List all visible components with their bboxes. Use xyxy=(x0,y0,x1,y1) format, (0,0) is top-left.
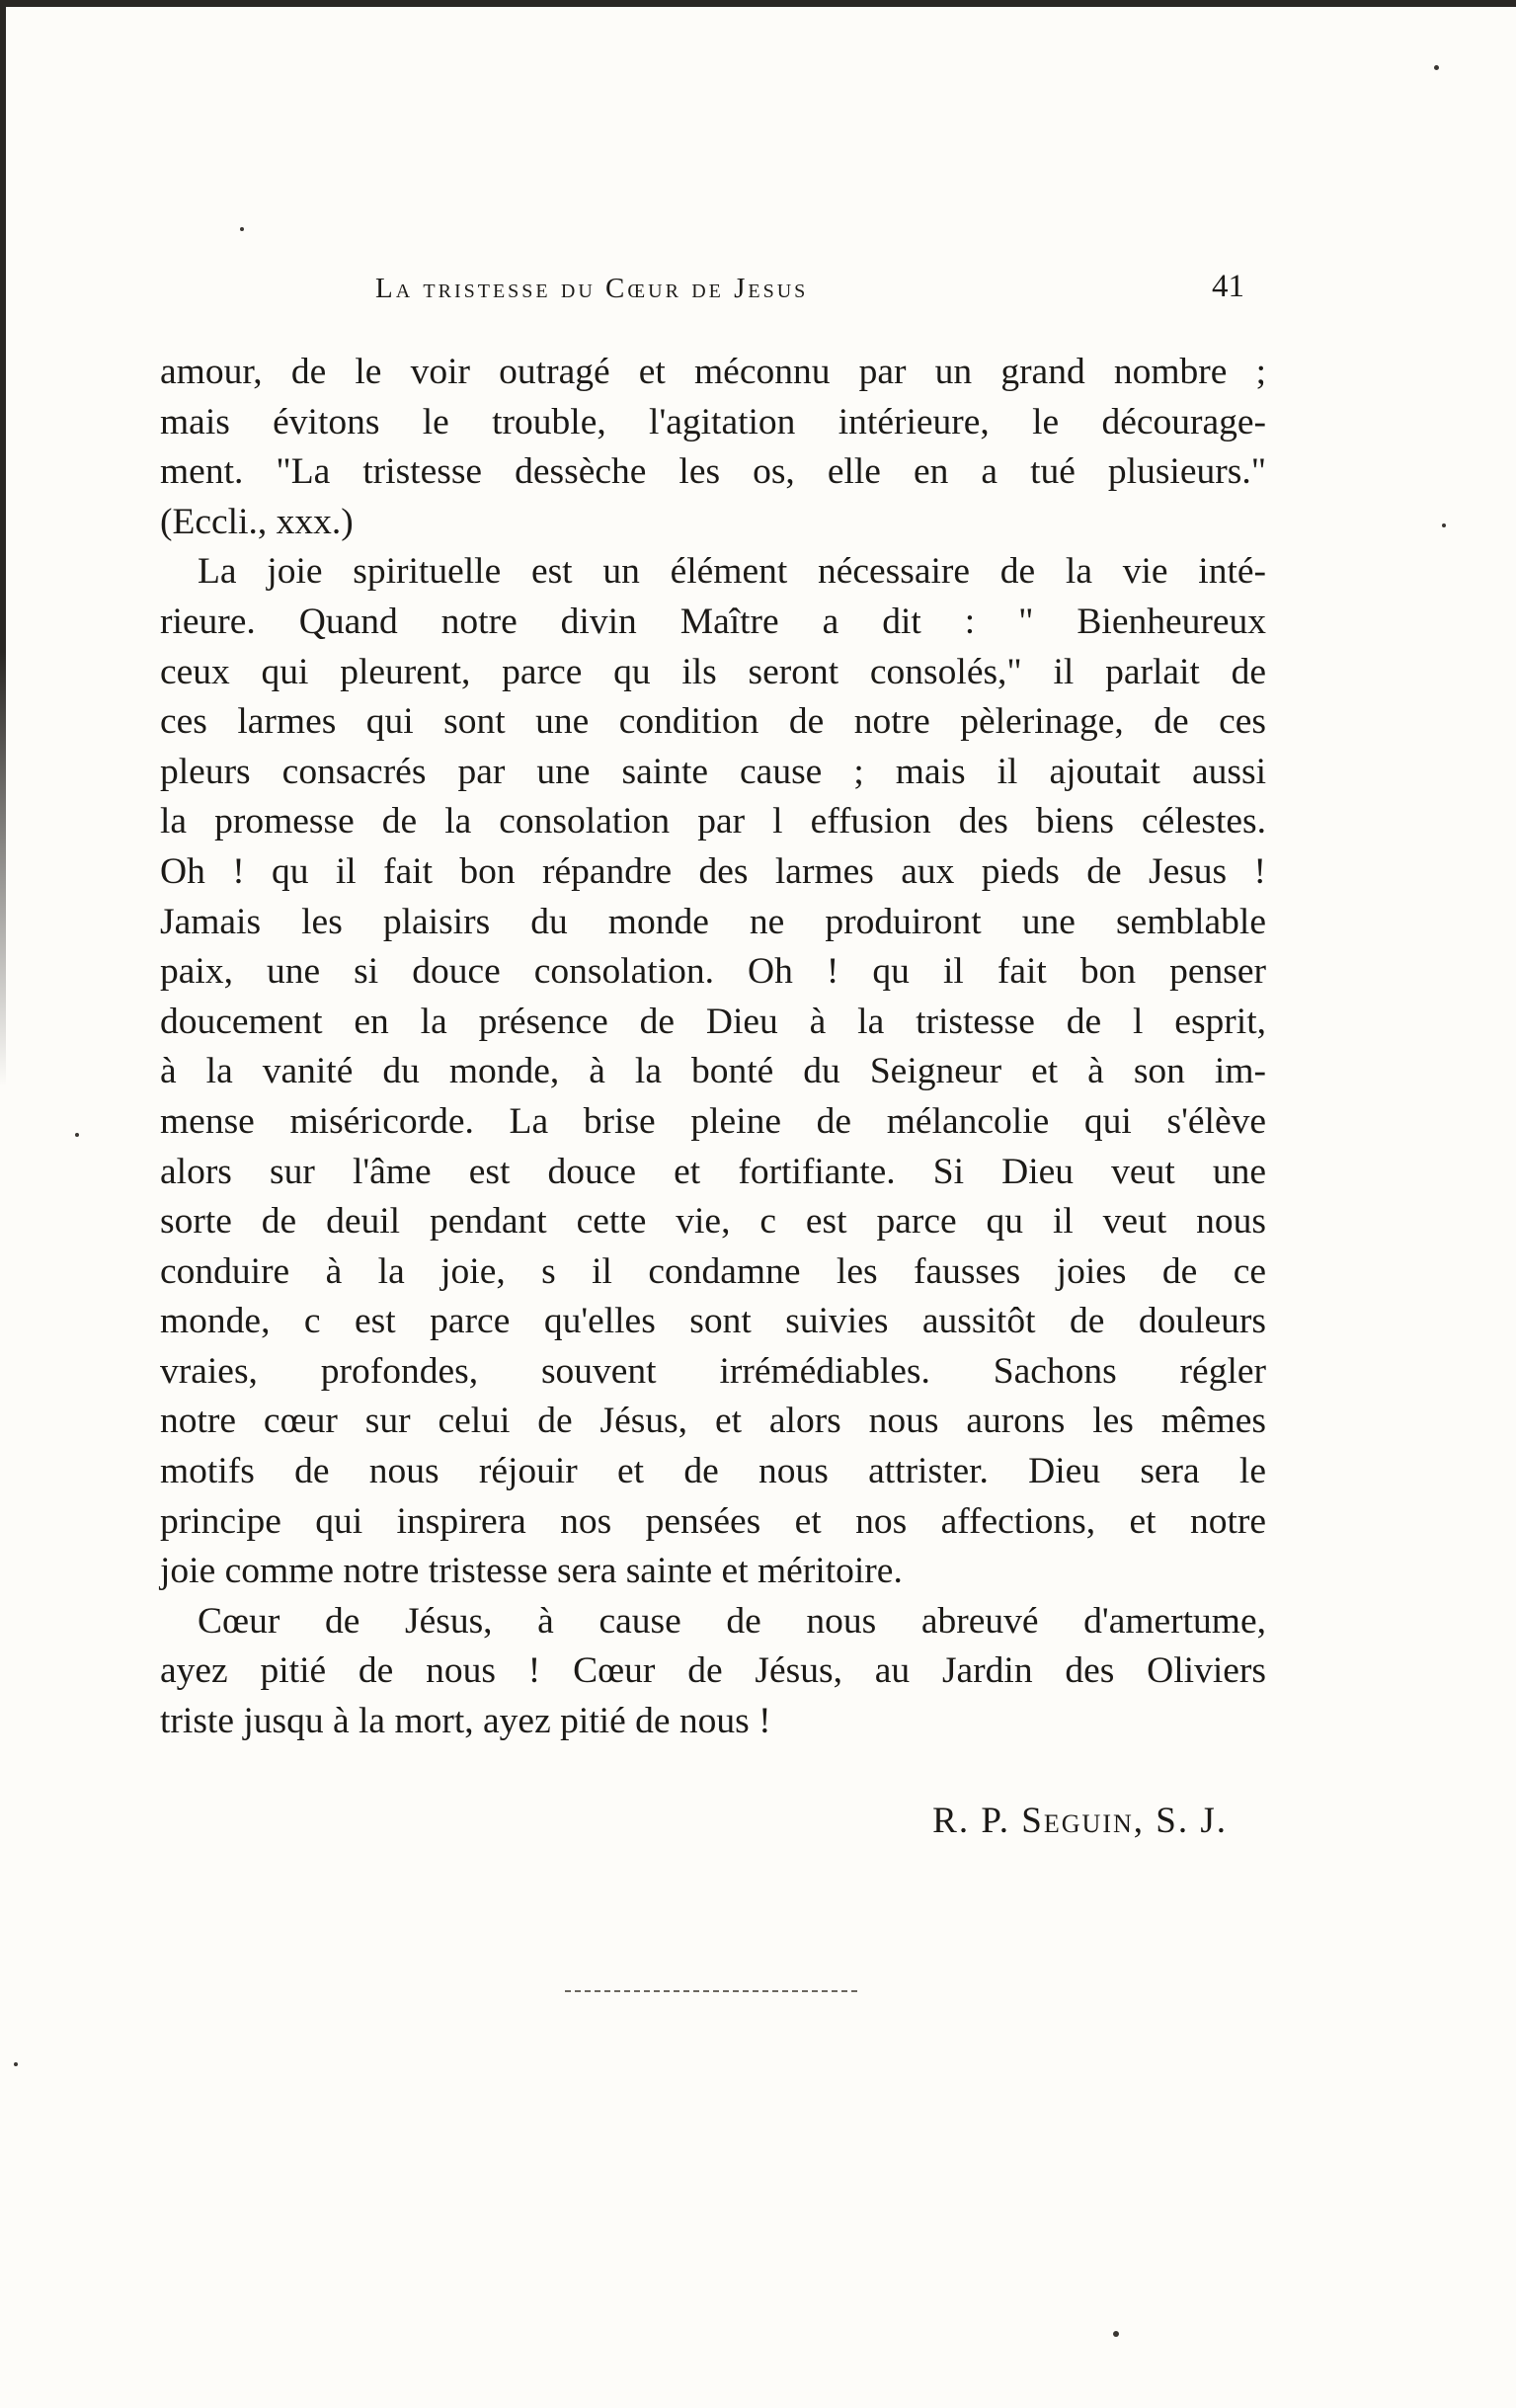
page-number: 41 xyxy=(1212,269,1244,304)
text-line: à la vanité du monde, à la bonté du Seigneur et à son im- xyxy=(160,1051,1266,1092)
scan-left-edge xyxy=(0,0,6,1086)
text-line: mais évitons le trouble, l'agitation intérieure, le décourage- xyxy=(160,401,1266,442)
body-text xyxy=(160,348,1266,1747)
scan-speck xyxy=(240,227,244,231)
text-line: joie comme notre tristesse sera sainte et méritoire. xyxy=(160,1551,903,1592)
scan-speck xyxy=(1113,2331,1119,2337)
text-line: sorte de deuil pendant cette vie, c est parce qu il veut nous xyxy=(160,1201,1266,1243)
page-header xyxy=(375,269,1244,318)
text-line: principe qui inspirera nos pensées et nos affections, et notre xyxy=(160,1500,1266,1542)
text-line: Cœur de Jésus, à cause de nous abreuvé d'amertume, xyxy=(198,1600,1266,1642)
text-line: rieure. Quand notre divin Maître a dit : " Bienheureux xyxy=(160,601,1266,642)
scan-speck xyxy=(1442,523,1446,527)
text-line: vraies, profondes, souvent irrémédiables. Sachons régler xyxy=(160,1350,1266,1392)
text-line: ces larmes qui sont une condition de notre pèlerinage, de ces xyxy=(160,701,1266,743)
text-line: motifs de nous réjouir et de nous attrister. Dieu sera le xyxy=(160,1451,1266,1492)
text-line: triste jusqu à la mort, ayez pitié de nous ! xyxy=(160,1701,771,1742)
section-divider xyxy=(565,1990,857,1994)
text-line: ayez pitié de nous ! Cœur de Jésus, au Jardin des Oliviers xyxy=(160,1650,1266,1692)
text-line: la promesse de la consolation par l effusion des biens célestes. xyxy=(160,801,1266,843)
scan-speck xyxy=(1434,65,1439,70)
text-line: Oh ! qu il fait bon répandre des larmes aux pieds de Jesus ! xyxy=(160,850,1266,892)
text-line: pleurs consacrés par une sainte cause ; mais il ajoutait aussi xyxy=(160,751,1266,792)
text-line: La joie spirituelle est un élément nécessaire de la vie inté- xyxy=(198,551,1266,593)
text-line: doucement en la présence de Dieu à la tristesse de l esprit, xyxy=(160,1001,1266,1042)
text-line: (Eccli., xxx.) xyxy=(160,501,354,542)
author-signature: R. P. Seguin, S. J. xyxy=(932,1801,1228,1841)
scan-top-edge xyxy=(0,0,1516,7)
text-line: Jamais les plaisirs du monde ne produiront une semblable xyxy=(160,901,1266,942)
text-line: ment. "La tristesse dessèche les os, elle en a tué plusieurs." xyxy=(160,451,1266,493)
running-title: La tristesse du Cœur de Jesus xyxy=(375,273,809,304)
text-line: mense miséricorde. La brise pleine de mélancolie qui s'élève xyxy=(160,1100,1266,1142)
text-line: ceux qui pleurent, parce qu ils seront consolés," il parlait de xyxy=(160,651,1266,692)
scan-speck xyxy=(75,1133,79,1137)
text-line: alors sur l'âme est douce et fortifiante. Si Dieu veut une xyxy=(160,1151,1266,1192)
scan-speck xyxy=(14,2062,18,2066)
text-line: monde, c est parce qu'elles sont suivies aussitôt de douleurs xyxy=(160,1301,1266,1342)
text-line: amour, de le voir outragé et méconnu par un grand nombre ; xyxy=(160,352,1266,392)
text-line: notre cœur sur celui de Jésus, et alors nous aurons les mêmes xyxy=(160,1401,1266,1442)
text-line: conduire à la joie, s il condamne les fausses joies de ce xyxy=(160,1250,1266,1292)
text-line: paix, une si douce consolation. Oh ! qu il fait bon penser xyxy=(160,951,1266,993)
